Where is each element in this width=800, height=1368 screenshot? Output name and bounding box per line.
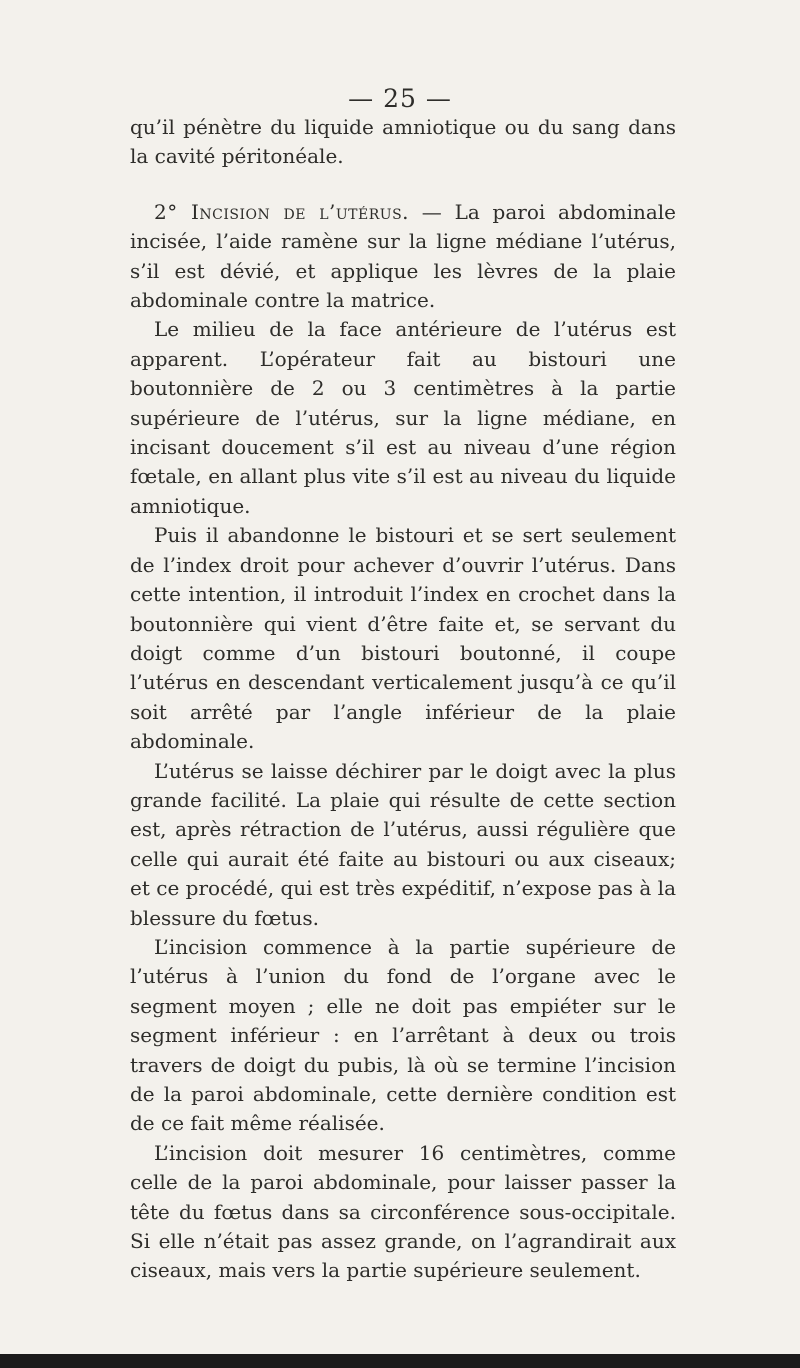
section-paragraph: [130, 198, 676, 316]
paragraph-continuation: qu’il pénètre du liquide amniotique ou du sang dans la cavité péritonéale.: [130, 115, 676, 169]
paragraph: Puis il abandonne le bistouri et se sert seulement de l’index droit pour achever d’ouvrir l’utérus. Dans cette intention, il introduit l’index en crochet dans la boutonnière qui vient d’être faite et, se servant du doigt comme d’un bistouri boutonné, il coupe l’utérus en descendant verticalement jusqu’à ce qu’il soit arrêté par l’angle inférieur de la plaie abdominale.: [130, 523, 676, 754]
page-bottom-edge: [0, 1354, 800, 1368]
paragraph: L’incision commence à la partie supérieure de l’utérus à l’union du fond de l’organe avec le segment moyen ; elle ne doit pas empiéter sur le segment inférieur : en l’arrêtant à deux ou trois travers de doigt du pubis, là où se termine l’incision de la paroi abdominale, cette dernière condition est de ce fait même réalisée.: [130, 934, 676, 1136]
paragraph: L’incision doit mesurer 16 centimètres, comme celle de la paroi abdominale, pour laisser passer la tête du fœtus dans sa circonférence sous-occipitale. Si elle n’était pas assez grande, on l’agrandirait aux ciseaux, mais vers la partie supérieure seulement.: [130, 1140, 676, 1283]
section-text: — La paroi abdominale incisée, l’aide ramène sur la ligne médiane l’utérus, s’il est dévié, et applique les lèvres de la plaie abdominale contre la matrice.: [130, 199, 677, 313]
paragraph: Le milieu de la face antérieure de l’utérus est apparent. L’opérateur fait au bistouri une boutonnière de 2 ou 3 centimètres à la partie supérieure de l’utérus, sur la ligne médiane, en incisant doucement s’il est au niveau d’une région fœtale, en allant plus vite s’il est au niveau du liquide amniotique.: [130, 317, 676, 518]
page-number: — 25 —: [348, 84, 452, 113]
body-text: [130, 113, 676, 1286]
section-heading: 2° Incision de l’utérus.: [154, 199, 410, 224]
paragraph: L’utérus se laisse déchirer par le doigt avec la plus grande facilité. La plaie qui résulte de cette section est, après rétraction de l’utérus, aussi régulière que celle qui aurait été faite au bistouri ou aux ciseaux; et ce procédé, qui est très expéditif, n’expose pas à la blessure du fœtus.: [130, 758, 676, 930]
